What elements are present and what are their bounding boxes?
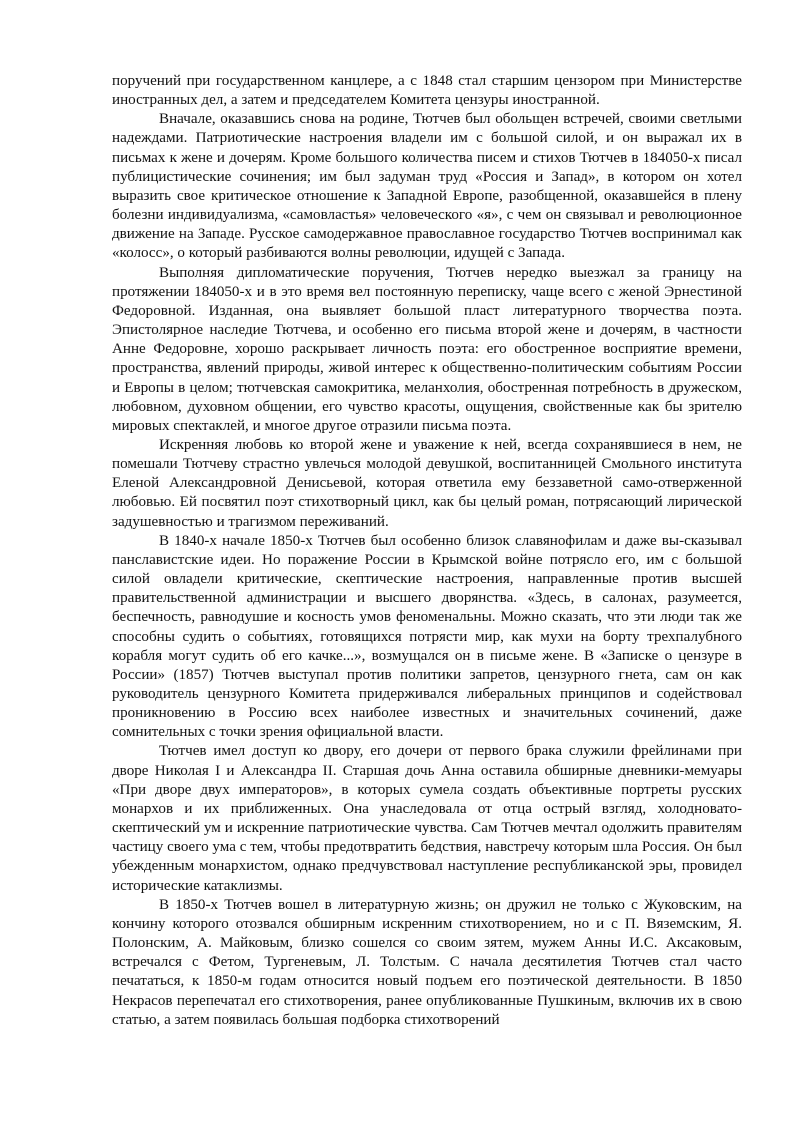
paragraph: Вначале, оказавшись снова на родине, Тютчев был обольщен встречей, своими светлыми надеждами. Патриотические настроения владели им с большой силой, и он выражал их в письмах к жене и дочерям. Кроме большого количества писем и стихов Тютчев в 184050-х писал публицистические сочинения; им был задуман труд «Россия и Запад», в котором он хотел выразить свое критическое отношение к Западной Европе, разобщенной, оказавшейся в плену болезни индивидуализма, «самовластья» человеческого «я», с чем он связывал и революционное движение на Западе. Русское самодержавное православное государство Тютчев воспринимал как «колосс», о который разбиваются волны революции, идущей с Запада. — [112, 111, 742, 262]
paragraph: В 1840-х начале 1850-х Тютчев был особенно близок славянофилам и даже вы-сказывал панславистские идеи. Но поражение России в Крымской войне потрясло его, им с большой силой овладели критические, скептические настроения, направленные против высшей правительственной администрации и высшего дворянства. «Здесь, в салонах, разумеется, беспечность, равнодушие и косность умов феноменальны. Можно сказать, что эти люди так же способны судить о событиях, готовящихся потрясти мир, как мухи на борту трехпалубного корабля могут судить об его качке...», возмущался он в письме жене. В «Записке о цензуре в России» (1857) Тютчев выступал против политики запретов, цензурного гнета, сам он как руководитель цензурного Комитета придерживался либеральных принципов и содействовал проникновению в Россию всех наиболее известных и значительных сочинений, даже сомнительных с точки зрения официальной власти. — [112, 532, 742, 741]
paragraph: поручений при государственном канцлере, а с 1848 стал старшим цензором при Министерстве иностранных дел, а затем и председателем Комитета цензуры иностранной. — [112, 73, 742, 109]
document-page — [112, 72, 742, 1030]
paragraph: Искренняя любовь ко второй жене и уважение к ней, всегда сохранявшиеся в нем, не помешали Тютчеву страстно увлечься молодой девушкой, воспитанницей Смольного института Еленой Александровной Денисьевой, которая ответила ему беззаветной само-отверженной любовью. Ей посвятил поэт стихотворный цикл, как бы целый роман, потрясающий лирической задушевностью и трагизмом переживаний. — [112, 436, 742, 530]
paragraph: Выполняя дипломатические поручения, Тютчев нередко выезжал за границу на протяжении 184050-х и в это время вел постоянную переписку, чаще всего с женой Эрнестиной Федоровной. Изданная, она выявляет большой пласт литературного творчества поэта. Эпистолярное наследие Тютчева, и особенно его письма второй жене и дочерям, в частности Анне Федоровне, хорошо раскрывает личность поэта: его обостренное восприятие времени, пространства, явлений природы, живой интерес к общественно-политическим событиям России и Европы в целом; тютчевская самокритика, меланхолия, обостренная потребность в дружеском, любовном, духовном общении, его чувство красоты, ощущения, свойственные как бы зрителю мировых спектаклей, и многое другое отразили письма поэта. — [112, 264, 742, 434]
paragraph: Тютчев имел доступ ко двору, его дочери от первого брака служили фрейлинами при дворе Николая I и Александра II. Старшая дочь Анна оставила обширные дневники-мемуары «При дворе двух императоров», в которых сумела создать объективные портреты русских монархов и их приближенных. Она унаследовала от отца острый взгляд, холодновато-скептический ум и искренние патриотические чувства. Сам Тютчев мечтал одолжить правителям частицу своего ума с тем, чтобы предотвратить бедствия, навстречу которым шла Россия. Он был убежденным монархистом, однако предчувствовал наступление республиканской эры, провидел исторические катаклизмы. — [112, 743, 742, 894]
paragraph: В 1850-х Тютчев вошел в литературную жизнь; он дружил не только с Жуковским, на кончину которого отозвался обширным искренним стихотворением, но и с П. Вяземским, Я. Полонским, А. Майковым, близко сошелся со своим зятем, мужем Анны И.С. Аксаковым, встречался с Фетом, Тургеневым, Л. Толстым. С начала десятилетия Тютчев стал часто печататься, к 1850-м годам относится новый подъем его поэтической деятельности. В 1850 Некрасов перепечатал его стихотворения, ранее опубликованные Пушкиным, включив их в свою статью, а затем появилась большая подборка стихотворений — [112, 896, 742, 1028]
